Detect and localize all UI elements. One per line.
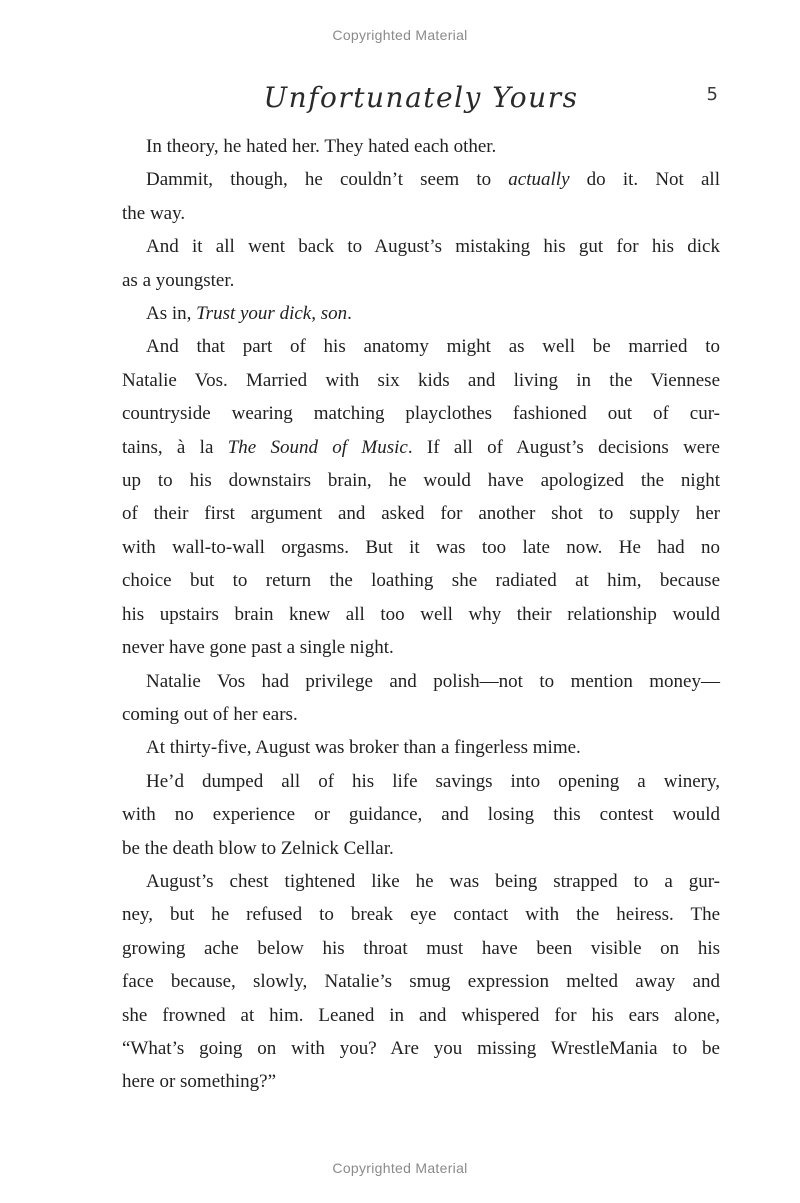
text-line: the way. [122,202,186,224]
text-line: tains, à la The Sound of Music. If all of August’s decisions were [122,436,720,458]
text-line: be the death blow to Zelnick Cellar. [122,837,394,859]
text-line: choice but to return the loathing she radiated at him, because [122,570,720,592]
text-line: with no experience or guidance, and losing this contest would [122,804,720,826]
text-line: she frowned at him. Leaned in and whispered for his ears alone, [122,1004,720,1026]
text-line: coming out of her ears. [122,703,298,725]
text-line: growing ache below his throat must have been visible on his [122,937,720,959]
copyright-notice-top: Copyrighted Material [332,27,468,43]
book-title: Unfortunately Yours [263,81,579,114]
body-text [122,130,720,1099]
text-line: of their first argument and asked for another shot to supply her [122,503,720,525]
text-line: face because, slowly, Natalie’s smug expression melted away and [122,971,720,993]
text-line: ney, but he refused to break eye contact with the heiress. The [122,904,720,926]
text-line: And it all went back to August’s mistaking his gut for his dick [146,236,720,258]
text-line: And that part of his anatomy might as well be married to [146,336,720,358]
text-line: his upstairs brain knew all too well why their relationship would [122,603,720,625]
text-line: Natalie Vos had privilege and polish—not to mention money— [146,670,720,692]
text-line: As in, Trust your dick, son. [146,303,352,325]
text-line: Dammit, though, he couldn’t seem to actually do it. Not all [146,169,720,191]
page-header [122,76,720,120]
page-number: 5 [706,84,718,105]
copyright-notice-bottom: Copyrighted Material [332,1160,468,1176]
text-line: “What’s going on with you? Are you missing WrestleMania to be [122,1037,720,1059]
text-line: with wall-to-wall orgasms. But it was too late now. He had no [122,536,720,558]
text-line: He’d dumped all of his life savings into opening a winery, [146,770,720,792]
text-line: At thirty-five, August was broker than a fingerless mime. [146,737,581,759]
text-line: August’s chest tightened like he was being strapped to a gur- [146,870,720,892]
text-line: never have gone past a single night. [122,637,394,659]
text-line: countryside wearing matching playclothes fashioned out of cur- [122,403,720,425]
text-line: In theory, he hated her. They hated each other. [146,136,497,157]
text-line: here or something?” [122,1071,277,1093]
text-line: as a youngster. [122,269,235,291]
text-line: Natalie Vos. Married with six kids and living in the Viennese [122,369,720,391]
text-line: up to his downstairs brain, he would have apologized the night [122,470,720,492]
